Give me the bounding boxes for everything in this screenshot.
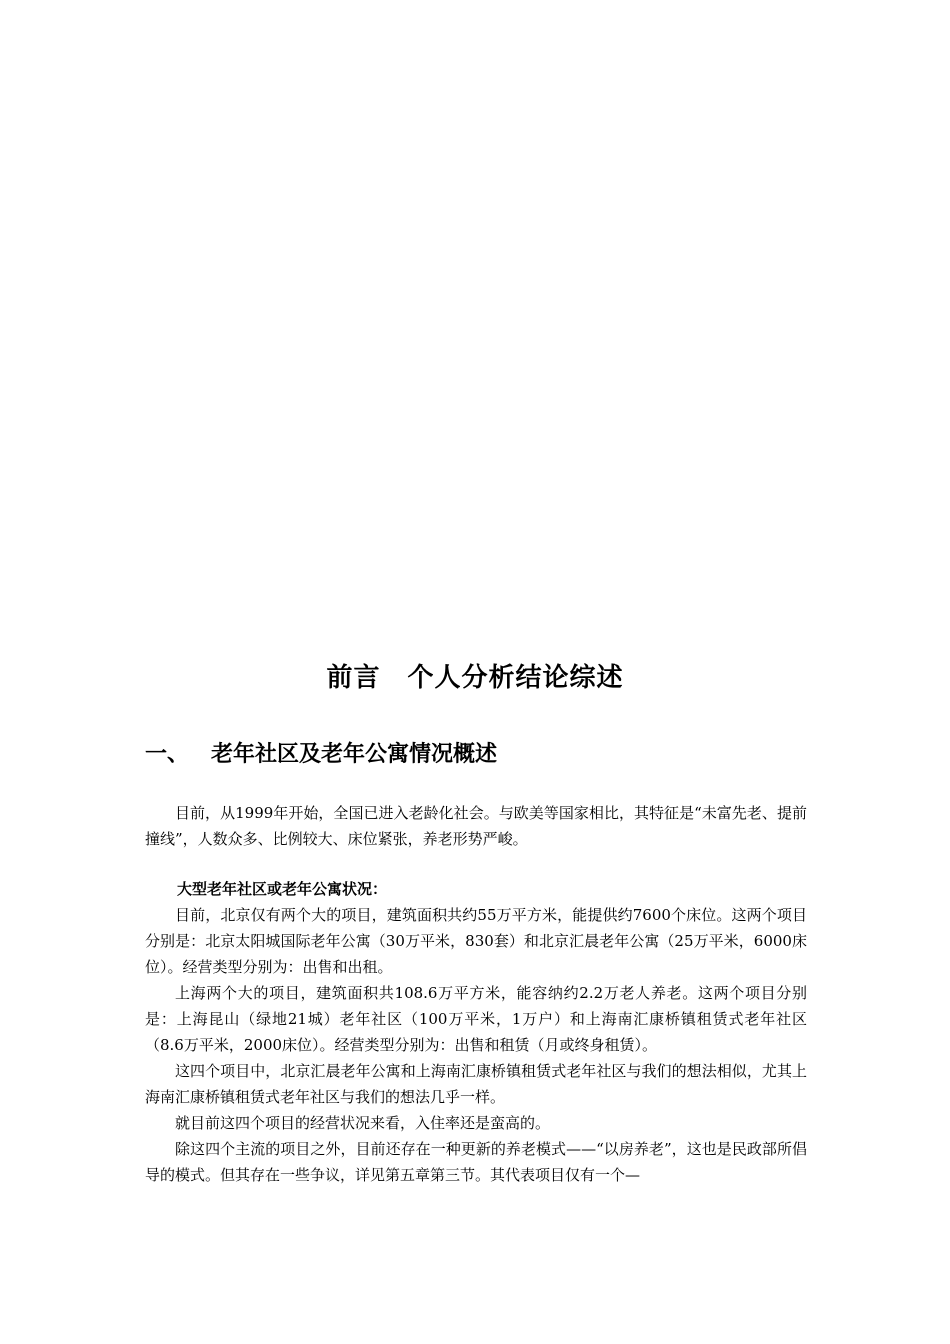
intro-block — [145, 800, 807, 852]
document-title: 前言 个人分析结论综述 — [326, 663, 624, 693]
paragraph: 这四个项目中，北京汇晨老年公寓和上海南汇康桥镇租赁式老年社区与我们的想法相似，尤其上海南汇康桥镇租赁式老年社区与我们的想法几乎一样。 — [145, 1062, 807, 1106]
section-heading — [145, 736, 497, 772]
paragraph: 目前，北京仅有两个大的项目，建筑面积共约55万平方米，能提供约7600个床位。这两个项目分别是：北京太阳城国际老年公寓（30万平米，830套）和北京汇晨老年公寓（25万平米，6000床位）。经营类型分别为：出售和出租。 — [145, 906, 807, 976]
paragraph: 上海两个大的项目，建筑面积共108.6万平方米，能容纳约2.2万老人养老。这两个项目分别是：上海昆山（绿地21城）老年社区（100万平米，1万户）和上海南汇康桥镇租赁式老年社区（8.6万平米，2000床位）。经营类型分别为：出售和租赁（月或终身租赁）。 — [145, 984, 807, 1054]
paragraph: 就目前这四个项目的经营状况来看，入住率还是蛮高的。 — [175, 1114, 551, 1132]
section-title: 老年社区及老年公寓情况概述 — [211, 741, 498, 767]
intro-paragraph: 目前，从1999年开始，全国已进入老龄化社会。与欧美等国家相比，其特征是“未富先老、提前撞线”，人数众多、比例较大、床位紧张，养老形势严峻。 — [145, 804, 807, 848]
subheading: 大型老年社区或老年公寓状况： — [177, 880, 388, 898]
paragraph: 除这四个主流的项目之外，目前还存在一种更新的养老模式——“以房养老”，这也是民政部所倡导的模式。但其存在一些争议，详见第五章第三节。其代表项目仅有一个— — [145, 1140, 807, 1184]
section-number: 一、 — [145, 741, 190, 767]
details-block — [145, 902, 807, 1188]
